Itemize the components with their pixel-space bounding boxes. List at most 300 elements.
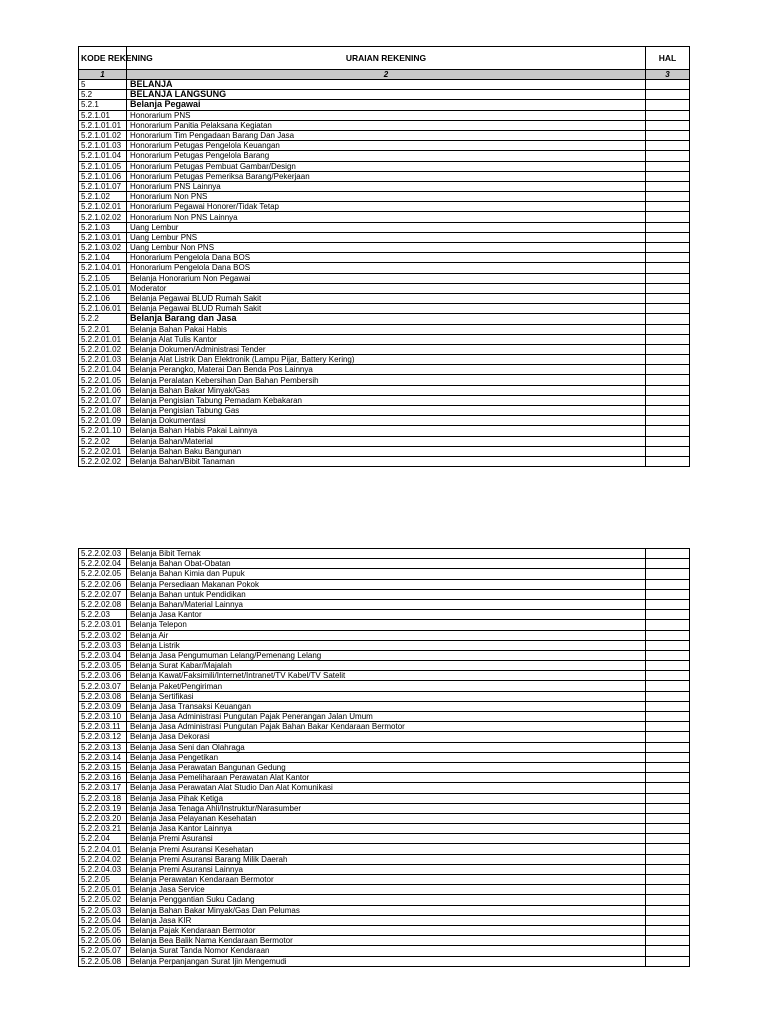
table-row: [79, 650, 690, 660]
table-row: [79, 273, 690, 283]
table-row: [79, 130, 690, 140]
account-code: 5.2.2.03.17: [79, 783, 127, 793]
account-name: Belanja Jasa Administrasi Pungutan Pajak Penerangan Jalan Umum: [127, 712, 646, 722]
account-name: BELANJA LANGSUNG: [127, 90, 646, 100]
page-number-cell: [646, 314, 690, 324]
account-name: Belanja Jasa Pelayanan Kesehatan: [127, 813, 646, 823]
table-row: [79, 202, 690, 212]
page-number-cell: [646, 416, 690, 426]
table-row: [79, 436, 690, 446]
account-code: 5.2.1.01.06: [79, 171, 127, 181]
page-number-cell: [646, 599, 690, 609]
table-row: [79, 304, 690, 314]
table-row: [79, 905, 690, 915]
table-row: [79, 824, 690, 834]
account-name: Belanja Bahan Kimia dan Pupuk: [127, 569, 646, 579]
account-name: Belanja Jasa Perawatan Alat Studio Dan Alat Komunikasi: [127, 783, 646, 793]
account-code: 5.2.2.02.02: [79, 456, 127, 466]
table-row: [79, 661, 690, 671]
page-number-cell: [646, 671, 690, 681]
table-row: [79, 915, 690, 925]
account-name: Belanja Jasa Kantor Lainnya: [127, 824, 646, 834]
account-name: Belanja Listrik: [127, 640, 646, 650]
page-number-cell: [646, 650, 690, 660]
account-name: Belanja Bahan Obat-Obatan: [127, 559, 646, 569]
account-name: Belanja Bahan/Material Lainnya: [127, 599, 646, 609]
account-name: Belanja Bahan Habis Pakai Lainnya: [127, 426, 646, 436]
table-row: [79, 426, 690, 436]
page-number-cell: [646, 854, 690, 864]
account-code: 5.2.1.01.02: [79, 130, 127, 140]
table-row: [79, 946, 690, 956]
table-row: [79, 762, 690, 772]
table-row: [79, 712, 690, 722]
table-row: [79, 803, 690, 813]
table-row: [79, 324, 690, 334]
page-number-cell: [646, 324, 690, 334]
table-row: [79, 192, 690, 202]
header-hal: HAL: [646, 47, 690, 70]
account-name: Belanja Premi Asuransi Lainnya: [127, 864, 646, 874]
table-row: [79, 854, 690, 864]
page-number-cell: [646, 243, 690, 253]
table-row: [79, 456, 690, 466]
account-code: 5.2.2.01.07: [79, 395, 127, 405]
table-row: [79, 722, 690, 732]
account-code: 5.2.2.03.11: [79, 722, 127, 732]
account-code: 5.2.2.03.05: [79, 661, 127, 671]
table-row: [79, 110, 690, 120]
page-number-cell: [646, 885, 690, 895]
table-row: [79, 161, 690, 171]
account-name: Belanja Telepon: [127, 620, 646, 630]
table-row: [79, 314, 690, 324]
account-name: Uang Lembur Non PNS: [127, 243, 646, 253]
table-row: [79, 844, 690, 854]
account-name: Honorarium PNS: [127, 110, 646, 120]
table-row: [79, 293, 690, 303]
table-row: [79, 365, 690, 375]
account-name: Belanja Jasa KIR: [127, 915, 646, 925]
header-uraian-rekening: URAIAN REKENING: [127, 47, 646, 70]
account-name: Belanja Perpanjangan Surat Ijin Mengemudi: [127, 956, 646, 966]
page-number-cell: [646, 355, 690, 365]
table-row: [79, 569, 690, 579]
table-row: [79, 732, 690, 742]
account-name: Belanja Jasa Seni dan Olahraga: [127, 742, 646, 752]
table-row: [79, 895, 690, 905]
column-number-3: 3: [646, 70, 690, 80]
column-number-2: 2: [127, 70, 646, 80]
page-number-cell: [646, 925, 690, 935]
account-code: 5.2.2.03.15: [79, 762, 127, 772]
account-name: Belanja Pegawai: [127, 100, 646, 110]
table-row: [79, 151, 690, 161]
account-code: 5.2.2.03.02: [79, 630, 127, 640]
account-code: 5.2.2.05.05: [79, 925, 127, 935]
account-code: 5.2.2.02: [79, 436, 127, 446]
table-row: [79, 416, 690, 426]
page-number-cell: [646, 395, 690, 405]
page-number-cell: [646, 110, 690, 120]
page-number-cell: [646, 232, 690, 242]
account-code: 5.2.1.03: [79, 222, 127, 232]
page-number-cell: [646, 549, 690, 559]
account-code: 5.2.1.05: [79, 273, 127, 283]
column-number-row: [79, 70, 690, 80]
account-name: Belanja Jasa Pemeliharaan Perawatan Alat Kantor: [127, 773, 646, 783]
page-number-cell: [646, 212, 690, 222]
account-code: 5.2.2.03.10: [79, 712, 127, 722]
table-row: [79, 599, 690, 609]
account-code: 5.2.2.01.01: [79, 334, 127, 344]
page-number-cell: [646, 344, 690, 354]
table-row: [79, 742, 690, 752]
account-code: 5.2.2.02.05: [79, 569, 127, 579]
page-number-cell: [646, 456, 690, 466]
table-row: [79, 243, 690, 253]
account-code: 5.2.2.05.03: [79, 905, 127, 915]
account-name: Belanja Bahan Baku Bangunan: [127, 446, 646, 456]
account-code: 5.2.2: [79, 314, 127, 324]
table-row: [79, 783, 690, 793]
account-code: 5.2.1.04: [79, 253, 127, 263]
account-code: 5.2.1.01.01: [79, 120, 127, 130]
account-name: Uang Lembur: [127, 222, 646, 232]
page-number-cell: [646, 844, 690, 854]
account-code: 5.2.2.01.04: [79, 365, 127, 375]
table-row: [79, 793, 690, 803]
account-name: Belanja Sertifikasi: [127, 691, 646, 701]
account-code: 5.2.1.02: [79, 192, 127, 202]
account-code: 5.2.2.03.07: [79, 681, 127, 691]
table-row: [79, 385, 690, 395]
account-code: 5.2.2.03.14: [79, 752, 127, 762]
table-row: [79, 283, 690, 293]
account-name: Belanja Jasa Pengetikan: [127, 752, 646, 762]
page-number-cell: [646, 630, 690, 640]
page-number-cell: [646, 956, 690, 966]
account-code: 5.2.1.04.01: [79, 263, 127, 273]
account-name: Belanja Bahan/Material: [127, 436, 646, 446]
account-name: Belanja Barang dan Jasa: [127, 314, 646, 324]
account-code: 5.2.1.01: [79, 110, 127, 120]
account-name: Belanja Paket/Pengiriman: [127, 681, 646, 691]
table-row: [79, 864, 690, 874]
page-number-cell: [646, 293, 690, 303]
page-number-cell: [646, 120, 690, 130]
table-row: [79, 375, 690, 385]
account-name: Belanja Jasa Transaksi Keuangan: [127, 701, 646, 711]
account-name: Honorarium Non PNS Lainnya: [127, 212, 646, 222]
account-name: Honorarium Pengelola Dana BOS: [127, 253, 646, 263]
account-code: 5.2.2.03.19: [79, 803, 127, 813]
page-number-cell: [646, 915, 690, 925]
account-code: 5.2.1.02.01: [79, 202, 127, 212]
account-code: 5.2.2.01.05: [79, 375, 127, 385]
account-code: 5.2.2.02.01: [79, 446, 127, 456]
account-name: Belanja Pajak Kendaraan Bermotor: [127, 925, 646, 935]
account-name: Belanja Jasa Pengumuman Lelang/Pemenang Lelang: [127, 650, 646, 660]
account-name: Belanja Bahan Bakar Minyak/Gas Dan Pelumas: [127, 905, 646, 915]
account-name: Belanja Perawatan Kendaraan Bermotor: [127, 875, 646, 885]
account-code: 5.2.2.01.09: [79, 416, 127, 426]
table-row: [79, 630, 690, 640]
page-number-cell: [646, 579, 690, 589]
account-name: Belanja Air: [127, 630, 646, 640]
table-row: [79, 406, 690, 416]
table-row: [79, 620, 690, 630]
account-name: Honorarium Non PNS: [127, 192, 646, 202]
table-row: [79, 141, 690, 151]
account-code: 5.2.2.05.06: [79, 936, 127, 946]
page-number-cell: [646, 385, 690, 395]
account-code: 5.2.2.02.03: [79, 549, 127, 559]
table-row: [79, 222, 690, 232]
header-kode-rekening: KODE REKENING: [79, 47, 127, 70]
page-number-cell: [646, 436, 690, 446]
account-code: 5.2.2.02.04: [79, 559, 127, 569]
table-row: [79, 80, 690, 90]
account-code: 5.2.1.05.01: [79, 283, 127, 293]
table-row: [79, 752, 690, 762]
table-row: [79, 610, 690, 620]
table-row: [79, 334, 690, 344]
table-body-page-2: [79, 549, 690, 967]
account-name: Belanja Premi Asuransi Barang Milik Daerah: [127, 854, 646, 864]
page-number-cell: [646, 691, 690, 701]
account-name: Honorarium Petugas Pengelola Barang: [127, 151, 646, 161]
page-number-cell: [646, 620, 690, 630]
table-row: [79, 263, 690, 273]
page-number-cell: [646, 141, 690, 151]
table-row: [79, 171, 690, 181]
account-code: 5.2.2.03.16: [79, 773, 127, 783]
table-row: [79, 681, 690, 691]
account-code: 5.2.2.03.09: [79, 701, 127, 711]
account-code: 5.2.1.06: [79, 293, 127, 303]
table-row: [79, 446, 690, 456]
account-code: 5.2.2.03.01: [79, 620, 127, 630]
table-row: [79, 773, 690, 783]
account-code: 5.2.2.03: [79, 610, 127, 620]
account-name: Honorarium Pegawai Honorer/Tidak Tetap: [127, 202, 646, 212]
account-code: 5.2.2.01.06: [79, 385, 127, 395]
account-code: 5.2.1.01.04: [79, 151, 127, 161]
page-number-cell: [646, 661, 690, 671]
account-name: Honorarium Panitia Pelaksana Kegiatan: [127, 120, 646, 130]
account-name: Honorarium Petugas Pembuat Gambar/Design: [127, 161, 646, 171]
account-name: Belanja Peralatan Kebersihan Dan Bahan Pembersih: [127, 375, 646, 385]
table-row: [79, 701, 690, 711]
account-code: 5.2.1.03.02: [79, 243, 127, 253]
account-code: 5.2.1.02.02: [79, 212, 127, 222]
page-number-cell: [646, 90, 690, 100]
account-table-page-2: [78, 548, 690, 967]
page-number-cell: [646, 722, 690, 732]
page-number-cell: [646, 569, 690, 579]
table-row: [79, 355, 690, 365]
page-number-cell: [646, 80, 690, 90]
page-number-cell: [646, 253, 690, 263]
page-number-cell: [646, 406, 690, 416]
account-code: 5.2.2.03.12: [79, 732, 127, 742]
account-code: 5.2.2.01.08: [79, 406, 127, 416]
table-header-row: [79, 47, 690, 70]
table-row: [79, 671, 690, 681]
account-table-page-1: [78, 46, 690, 467]
account-name: Honorarium Petugas Pemeriksa Barang/Pekerjaan: [127, 171, 646, 181]
page-number-cell: [646, 936, 690, 946]
account-name: Belanja Bahan Bakar Minyak/Gas: [127, 385, 646, 395]
account-code: 5: [79, 80, 127, 90]
page-number-cell: [646, 130, 690, 140]
account-name: Belanja Jasa Administrasi Pungutan Pajak Bahan Bakar Kendaraan Bermotor: [127, 722, 646, 732]
account-name: Belanja Jasa Dekorasi: [127, 732, 646, 742]
page-number-cell: [646, 875, 690, 885]
account-code: 5.2.2.03.20: [79, 813, 127, 823]
page-number-cell: [646, 813, 690, 823]
table-row: [79, 253, 690, 263]
account-name: Belanja Jasa Pihak Ketiga: [127, 793, 646, 803]
table-row: [79, 549, 690, 559]
page-number-cell: [646, 681, 690, 691]
page-number-cell: [646, 202, 690, 212]
page-number-cell: [646, 752, 690, 762]
page-number-cell: [646, 864, 690, 874]
account-code: 5.2.2.03.03: [79, 640, 127, 650]
account-name: Belanja Surat Kabar/Majalah: [127, 661, 646, 671]
page-number-cell: [646, 263, 690, 273]
page-number-cell: [646, 793, 690, 803]
account-name: Belanja Dokumentasi: [127, 416, 646, 426]
account-code: 5.2.2.03.21: [79, 824, 127, 834]
page-number-cell: [646, 222, 690, 232]
account-name: BELANJA: [127, 80, 646, 90]
page-number-cell: [646, 895, 690, 905]
page-number-cell: [646, 375, 690, 385]
account-code: 5.2.1.01.03: [79, 141, 127, 151]
account-code: 5.2.1.01.05: [79, 161, 127, 171]
account-code: 5.2.2.04.02: [79, 854, 127, 864]
page-number-cell: [646, 701, 690, 711]
account-name: Moderator: [127, 283, 646, 293]
account-name: Belanja Dokumen/Administrasi Tender: [127, 344, 646, 354]
account-code: 5.2.2.02.07: [79, 589, 127, 599]
account-code: 5.2.1: [79, 100, 127, 110]
account-name: Belanja Honorarium Non Pegawai: [127, 273, 646, 283]
page-number-cell: [646, 946, 690, 956]
page-number-cell: [646, 589, 690, 599]
account-name: Belanja Alat Tulis Kantor: [127, 334, 646, 344]
table-row: [79, 956, 690, 966]
account-code: 5.2.2.03.08: [79, 691, 127, 701]
page-number-cell: [646, 273, 690, 283]
account-name: Honorarium PNS Lainnya: [127, 181, 646, 191]
page-number-cell: [646, 824, 690, 834]
table-body-page-1: [79, 80, 690, 467]
account-name: Belanja Perangko, Materai Dan Benda Pos Lainnya: [127, 365, 646, 375]
account-name: Belanja Pengisian Tabung Pemadam Kebakaran: [127, 395, 646, 405]
page-number-cell: [646, 100, 690, 110]
page-number-cell: [646, 304, 690, 314]
page-number-cell: [646, 181, 690, 191]
account-code: 5.2.2.05.02: [79, 895, 127, 905]
table-row: [79, 120, 690, 130]
account-code: 5.2.2.05.04: [79, 915, 127, 925]
page-number-cell: [646, 712, 690, 722]
table-row: [79, 579, 690, 589]
table-row: [79, 640, 690, 650]
account-code: 5.2.2.02.06: [79, 579, 127, 589]
account-name: Belanja Bibit Ternak: [127, 549, 646, 559]
account-name: Belanja Kawat/Faksimili/Internet/Intranet/TV Kabel/TV Satelit: [127, 671, 646, 681]
account-code: 5.2.2.03.06: [79, 671, 127, 681]
table-row: [79, 936, 690, 946]
account-code: 5.2.2.05.07: [79, 946, 127, 956]
account-code: 5.2.2.05: [79, 875, 127, 885]
page-number-cell: [646, 834, 690, 844]
account-code: 5.2.2.03.04: [79, 650, 127, 660]
account-name: Honorarium Petugas Pengelola Keuangan: [127, 141, 646, 151]
page-number-cell: [646, 171, 690, 181]
page-number-cell: [646, 732, 690, 742]
page-number-cell: [646, 742, 690, 752]
page-number-cell: [646, 783, 690, 793]
account-code: 5.2.2.03.13: [79, 742, 127, 752]
table-row: [79, 559, 690, 569]
account-name: Belanja Alat Listrik Dan Elektronik (Lampu Pijar, Battery Kering): [127, 355, 646, 365]
account-code: 5.2.2.04.03: [79, 864, 127, 874]
table-row: [79, 885, 690, 895]
page-number-cell: [646, 283, 690, 293]
table-row: [79, 232, 690, 242]
page-number-cell: [646, 334, 690, 344]
account-name: Honorarium Pengelola Dana BOS: [127, 263, 646, 273]
page-number-cell: [646, 365, 690, 375]
account-name: Belanja Bahan Pakai Habis: [127, 324, 646, 334]
account-code: 5.2.1.03.01: [79, 232, 127, 242]
account-code: 5.2.2.01: [79, 324, 127, 334]
account-name: Belanja Pegawai BLUD Rumah Sakit: [127, 304, 646, 314]
account-code: 5.2.2.05.08: [79, 956, 127, 966]
account-code: 5.2.1.06.01: [79, 304, 127, 314]
account-name: Uang Lembur PNS: [127, 232, 646, 242]
table-row: [79, 813, 690, 823]
table-row: [79, 344, 690, 354]
page-number-cell: [646, 905, 690, 915]
page-number-cell: [646, 762, 690, 772]
table-row: [79, 834, 690, 844]
table-row: [79, 100, 690, 110]
account-name: Belanja Premi Asuransi Kesehatan: [127, 844, 646, 854]
table-row: [79, 691, 690, 701]
account-code: 5.2.2.01.10: [79, 426, 127, 436]
account-code: 5.2.2.03.18: [79, 793, 127, 803]
account-name: Belanja Bea Balik Nama Kendaraan Bermotor: [127, 936, 646, 946]
table-row: [79, 395, 690, 405]
page-number-cell: [646, 161, 690, 171]
account-code: 5.2.2.01.03: [79, 355, 127, 365]
page-number-cell: [646, 446, 690, 456]
page-number-cell: [646, 192, 690, 202]
account-name: Belanja Jasa Kantor: [127, 610, 646, 620]
account-code: 5.2.2.05.01: [79, 885, 127, 895]
account-name: Belanja Surat Tanda Nomor Kendaraan: [127, 946, 646, 956]
account-name: Belanja Pengisian Tabung Gas: [127, 406, 646, 416]
account-code: 5.2.2.02.08: [79, 599, 127, 609]
page-number-cell: [646, 773, 690, 783]
